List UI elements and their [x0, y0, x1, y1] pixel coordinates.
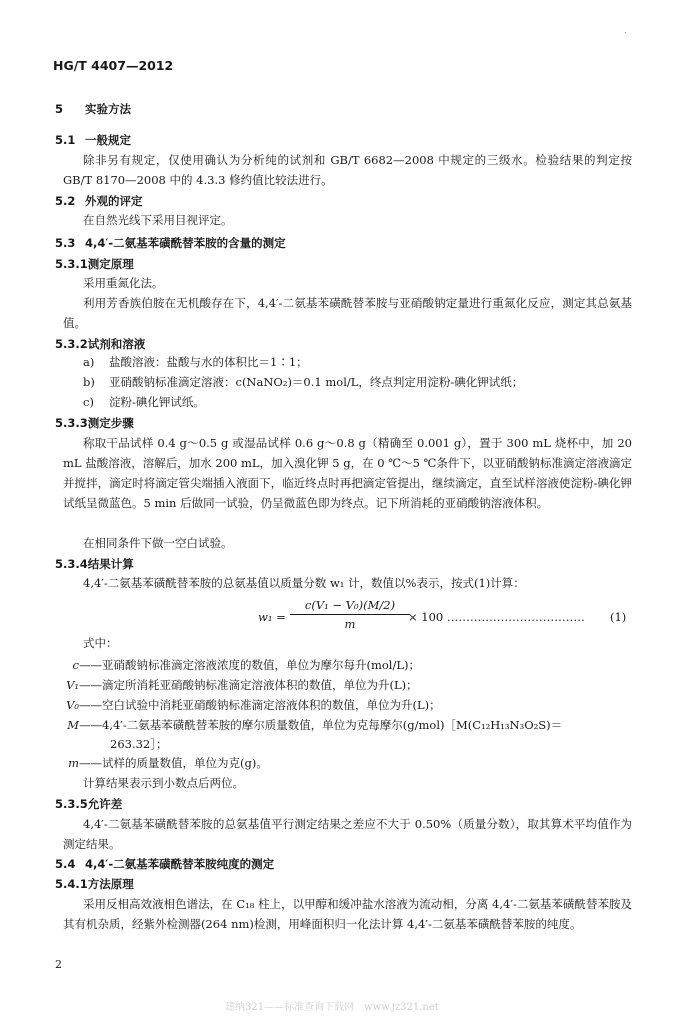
section-title: 允许差 [87, 797, 123, 811]
section-title: 测定步骤 [87, 416, 134, 430]
formula-tail: × 100 ……………………………… [408, 610, 585, 624]
site-watermark: 建纳321——标准查询下载网 www.jz321.net [225, 1002, 439, 1013]
section-number: 5.4.1 [55, 877, 88, 891]
item-label: b) [83, 375, 95, 389]
section-number: 5.3.5 [55, 797, 88, 811]
section-title: 4,4′-二氨基苯磺酰替苯胺的含量的测定 [85, 236, 286, 250]
section-number: 5.3.3 [55, 416, 88, 430]
section-5-3-1-heading [55, 256, 134, 272]
document-code: HG/T 4407—2012 [53, 58, 174, 73]
section-number: 5.3 [55, 236, 76, 250]
item-text: 盐酸溶液：盐酸与水的体积比＝1∶1； [109, 355, 308, 369]
rounding-note: 计算结果表示到小数点后两位。 [83, 776, 244, 790]
section-5-heading [55, 101, 131, 117]
section-title: 结果计算 [87, 557, 134, 571]
section-5-3-3-heading [55, 415, 134, 431]
section-title: 试剂和溶液 [87, 337, 146, 351]
section-5-2-heading [55, 193, 143, 209]
tolerance-paragraph: 4,4′-二氨基苯磺酰替苯胺的总氨基值平行测定结果之差应不大于 0.50%（质量分数），取其算术平均值作为测定结果。 [63, 817, 632, 851]
definition-text: ——滴定所消耗亚硝酸钠标准滴定溶液体积的数值，单位为升(L)； [79, 678, 418, 692]
definition-text: ——试样的质量数值，单位为克(g)。 [79, 756, 268, 770]
section-number: 5.3.2 [55, 337, 88, 351]
section-5-1-heading [55, 132, 131, 148]
item-text: 淀粉-碘化钾试纸。 [109, 395, 205, 409]
formula-numerator: c(V₁ − V₀)(M/2) [290, 598, 410, 615]
corner-mark: . [624, 26, 627, 36]
page-number: 2 [55, 958, 62, 971]
formula-fraction [290, 598, 410, 631]
definition-v0 [51, 697, 441, 713]
section-title: 方法原理 [87, 877, 134, 891]
section-number: 5 [55, 102, 64, 116]
section-number: 5.2 [55, 194, 76, 208]
item-text: 亚硝酸钠标准滴定溶液：c(NaNO₂)＝0.1 mol/L，终点判定用淀粉-碘化钾试纸； [109, 375, 524, 389]
section-5-3-4-heading [55, 556, 134, 572]
item-label: c) [83, 395, 94, 409]
section-5-3-5-heading [55, 796, 122, 812]
definition-symbol: V₁ [66, 678, 79, 692]
reagent-item [83, 374, 523, 390]
definition-mass [51, 755, 268, 771]
section-title: 外观的评定 [85, 194, 143, 208]
section-5-3-2-heading [55, 336, 145, 352]
definition-molar-mass [51, 717, 562, 733]
formula-denominator: m [344, 617, 356, 631]
definition-symbol: V₀ [66, 698, 79, 712]
calculation-intro: 4,4′-二氨基苯磺酰替苯胺的总氨基值以质量分数 w₁ 计，数值以%表示，按式(1)计算： [83, 576, 525, 590]
appearance-paragraph: 在自然光线下采用目视评定。 [83, 213, 233, 227]
formula-1 [258, 598, 638, 638]
principle-paragraph: 利用芳香族伯胺在无机酸存在下，4,4′-二氨基苯磺酰替苯胺与亚硝酸钠定量进行重氮化反应，测定其总氨基值。 [63, 296, 632, 330]
formula-lhs: w₁ = [258, 610, 286, 624]
definition-v1 [51, 677, 418, 693]
definition-text: ——空白试验中消耗亚硝酸钠标准滴定溶液体积的数值，单位为升(L)； [79, 698, 441, 712]
formula-number: (1) [610, 610, 627, 624]
definition-symbol: m [68, 756, 79, 770]
item-label: a) [83, 355, 95, 369]
definition-symbol: c [72, 658, 79, 672]
definition-c [51, 657, 420, 673]
general-rules-paragraph: 除非另有规定，仅使用确认为分析纯的试剂和 GB/T 6682—2008 中规定的三级水。检验结果的判定按 GB/T 8170—2008 中的 4.3.3 修约值比较法进行。 [63, 153, 632, 187]
section-title: 一般规定 [85, 133, 131, 147]
section-5-3-heading [55, 235, 286, 251]
definition-molar-mass-continued: 263.32］； [110, 737, 168, 751]
definition-text: ——4,4′-二氨基苯磺酰替苯胺的摩尔质量数值，单位为克每摩尔(g/mol)［M(C₁₂H₁₃N₃O₂S)＝ [79, 718, 563, 732]
definition-symbol: M [67, 718, 79, 732]
definition-text: ——亚硝酸钠标准滴定溶液浓度的数值，单位为摩尔每升(mol/L)； [79, 658, 420, 672]
hplc-principle-paragraph: 采用反相高效液相色谱法，在 C₁₈ 柱上，以甲醇和缓冲盐水溶液为流动相，分离 4,4′-二氨基苯磺酰替苯胺及其有机杂质，经紫外检测器(264 nm)检测，用峰面积归一化法计算 4,4′-二氨基苯磺酰替苯胺的纯度。 [63, 897, 632, 931]
section-number: 5.3.1 [55, 257, 88, 271]
section-number: 5.3.4 [55, 557, 88, 571]
section-title: 4,4′-二氨基苯磺酰替苯胺纯度的测定 [85, 857, 275, 871]
section-title: 测定原理 [87, 257, 134, 271]
section-title: 实验方法 [85, 102, 131, 116]
principle-line-1: 采用重氮化法。 [83, 276, 164, 290]
section-number: 5.1 [55, 133, 76, 147]
section-number: 5.4 [55, 857, 76, 871]
reagent-item [83, 394, 205, 410]
section-5-4-1-heading [55, 876, 134, 892]
where-label: 式中： [83, 636, 118, 650]
blank-test-line: 在相同条件下做一空白试验。 [83, 536, 233, 550]
procedure-paragraph: 称取干品试样 0.4 g～0.5 g 或湿品试样 0.6 g～0.8 g（精确至 0.001 g），置于 300 mL 烧杯中，加 20 mL 盐酸溶液，溶解后，加水 200 mL，加入溴化钾 5 g，在 0 ℃～5 ℃条件下，以亚硝酸钠标准滴定溶液滴定并搅拌，滴定时将滴定管尖端插入液面下，临近终点时再把滴定管提出，继续滴定，直至试样溶液使淀粉-碘化钾试纸呈微蓝色。5 min 后做同一试验，仍呈微蓝色即为终点。记下所消耗的亚硝酸钠溶液体积。 [63, 436, 632, 510]
section-5-4-heading [55, 856, 274, 872]
reagent-item [83, 354, 308, 370]
